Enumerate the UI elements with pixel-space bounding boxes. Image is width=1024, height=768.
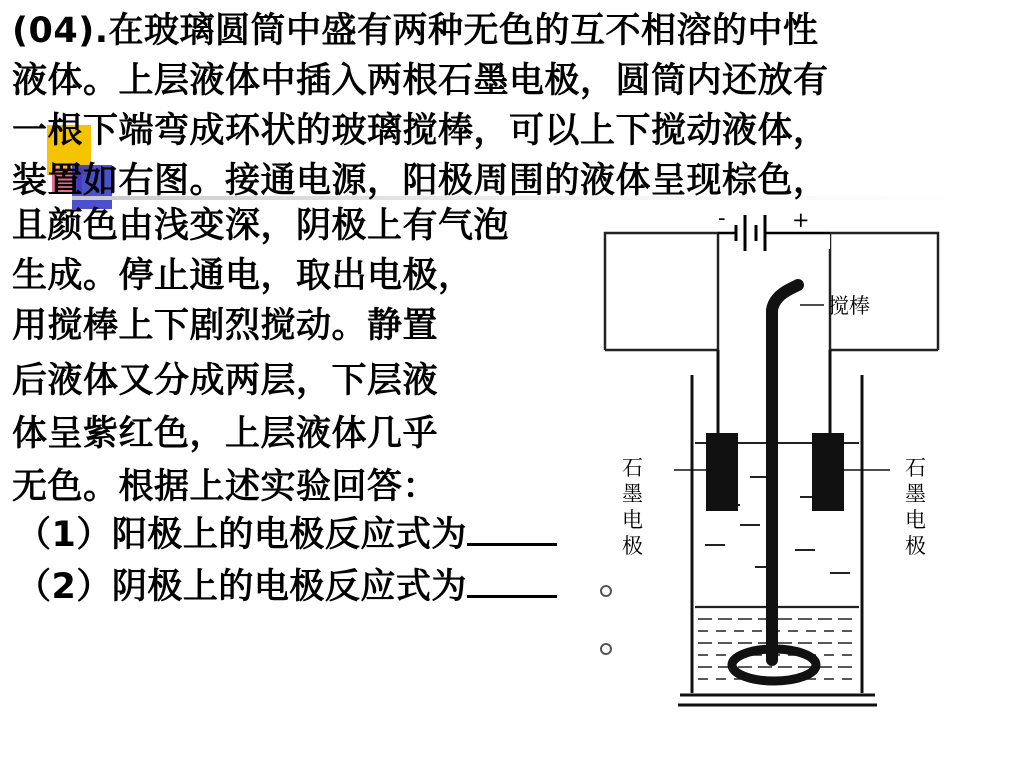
- text-line-8: 后液体又分成两层，下层液: [12, 361, 439, 401]
- glass-stirrer: [732, 285, 816, 681]
- left-label-char: 石: [622, 456, 643, 480]
- right-graphite-electrode: [812, 433, 844, 511]
- text-line-5: 且颜色由浅变深，阴极上有气泡: [12, 206, 510, 246]
- text-line-10: 无色。根据上述实验回答：: [12, 467, 439, 507]
- right-label-char: 墨: [905, 482, 926, 506]
- battery-icon: [718, 215, 830, 251]
- answer-blank-2: [467, 565, 557, 598]
- question-1-text: （1）阳极上的电极反应式为: [16, 515, 467, 555]
- right-electrode-label: [905, 456, 926, 558]
- minus-sign: -: [718, 206, 726, 230]
- left-electrode-label: [622, 456, 643, 558]
- plus-sign: +: [792, 208, 810, 232]
- left-graphite-electrode: [706, 433, 738, 511]
- stirrer-label: 搅棒: [828, 294, 870, 318]
- text-line-9: 体呈紫红色，上层液体几乎: [12, 414, 439, 454]
- right-label-char: 石: [905, 456, 926, 480]
- electrolysis-apparatus-diagram: [600, 205, 960, 715]
- text-line-2: 液体。上层液体中插入两根石墨电极，圆筒内还放有: [12, 61, 829, 101]
- left-label-char: 极: [622, 534, 643, 558]
- question-2-text: （2）阴极上的电极反应式为: [16, 567, 467, 607]
- text-line-4: 装置如右图。接通电源，阳极周围的液体呈现棕色，: [12, 161, 829, 201]
- question-1: [16, 510, 557, 560]
- left-label-char: 电: [622, 508, 643, 532]
- text-line-7: 用搅棒上下剧烈搅动。静置: [12, 306, 439, 346]
- text-line-3: 一根下端弯成环状的玻璃搅棒，可以上下搅动液体，: [12, 111, 829, 151]
- answer-blank-1: [467, 513, 557, 546]
- left-label-char: 墨: [622, 482, 643, 506]
- right-label-char: 电: [905, 508, 926, 532]
- right-label-char: 极: [905, 534, 926, 558]
- question-2: [16, 562, 557, 612]
- text-line-6: 生成。停止通电，取出电极，: [12, 256, 474, 296]
- text-line-1: (04).在玻璃圆筒中盛有两种无色的互不相溶的中性: [12, 11, 819, 51]
